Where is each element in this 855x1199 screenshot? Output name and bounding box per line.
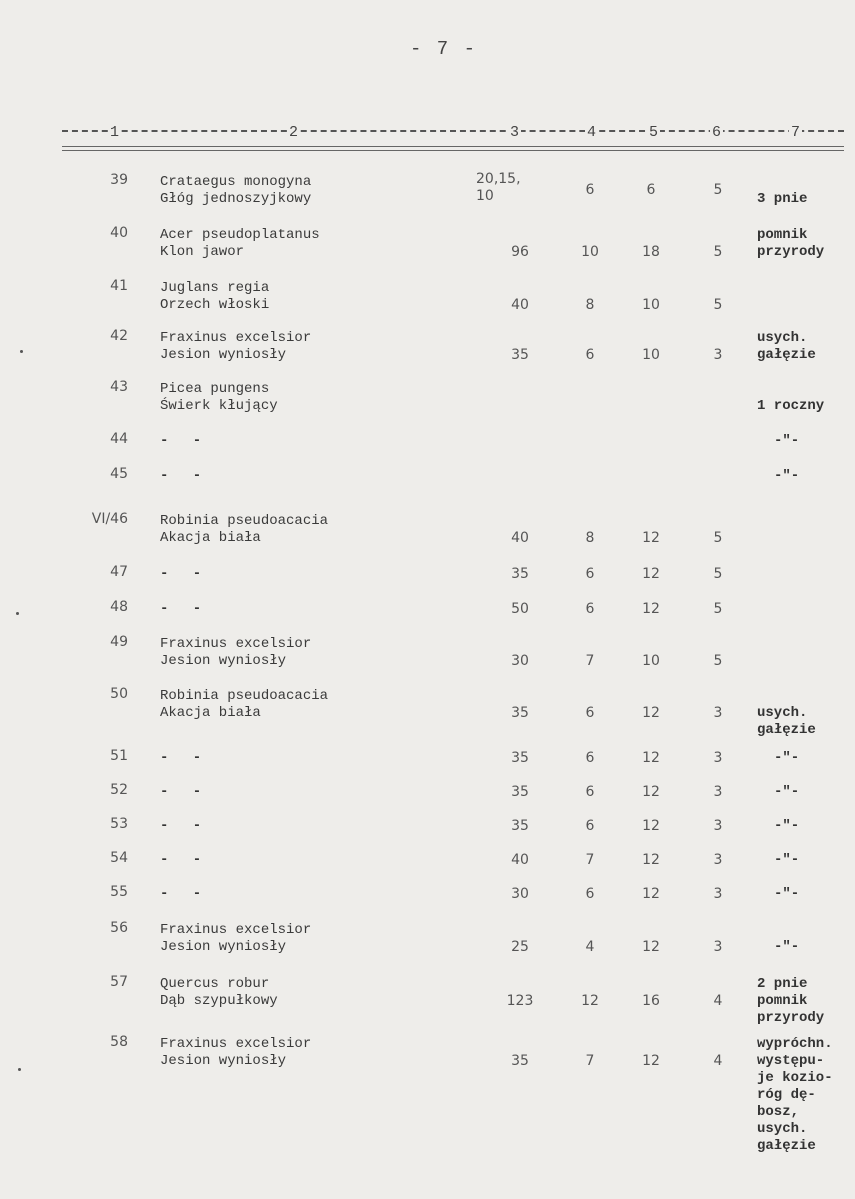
value-col-4: 6	[585, 886, 595, 902]
column-header-2: 2	[289, 124, 299, 141]
row-number: 55	[110, 884, 128, 900]
latin-name: Robinia pseudoacacia	[160, 688, 329, 704]
value-col-5: 12	[642, 750, 660, 766]
column-header-1: 1	[110, 124, 120, 141]
value-col-6: 5	[713, 566, 723, 582]
remark: -"-	[774, 852, 800, 868]
latin-name: Fraxinus excelsior	[160, 922, 312, 938]
margin-mark	[20, 350, 23, 353]
value-col-4: 6	[585, 818, 595, 834]
latin-name: Quercus robur	[160, 976, 270, 992]
value-col-3: 35	[511, 784, 529, 800]
common-name: - -	[160, 852, 210, 868]
value-col-3: 40	[511, 297, 529, 313]
value-col-6: 4	[713, 993, 723, 1009]
common-name: - -	[160, 750, 210, 766]
remark: -"-	[774, 784, 800, 800]
common-name: Jesion wyniosły	[160, 653, 287, 669]
value-col-3: 30	[511, 886, 529, 902]
value-col-4: 7	[585, 653, 595, 669]
row-number: 47	[110, 564, 128, 580]
common-name: - -	[160, 886, 210, 902]
value-col-4: 8	[585, 297, 595, 313]
row-number: 58	[110, 1034, 128, 1050]
common-name: Orzech włoski	[160, 297, 270, 313]
value-col-4: 7	[585, 1053, 595, 1069]
common-name: Klon jawor	[160, 244, 245, 260]
page-number: - 7 -	[410, 38, 478, 60]
row-number: VI/46	[91, 511, 128, 527]
value-col-5: 16	[642, 993, 660, 1009]
remark: -"-	[774, 939, 800, 955]
common-name: - -	[160, 468, 210, 484]
value-col-3: 35	[511, 818, 529, 834]
common-name: - -	[160, 818, 210, 834]
latin-name: Juglans regia	[160, 280, 270, 296]
value-col-5: 12	[642, 530, 660, 546]
column-header-4: 4	[587, 124, 597, 141]
value-col-5: 10	[642, 297, 660, 313]
value-col-3: 40	[511, 530, 529, 546]
column-header-6: 6	[712, 124, 722, 141]
remark: -"-	[774, 433, 800, 449]
row-number: 49	[110, 634, 128, 650]
value-col-5: 12	[642, 601, 660, 617]
row-number: 53	[110, 816, 128, 832]
value-col-4: 10	[581, 244, 599, 260]
value-col-4: 4	[585, 939, 595, 955]
latin-name: Fraxinus excelsior	[160, 636, 312, 652]
value-col-6: 3	[713, 852, 723, 868]
value-col-4: 6	[585, 750, 595, 766]
value-col-4: 7	[585, 852, 595, 868]
remark: usych. gałęzie	[757, 330, 816, 363]
header-double-rule	[62, 146, 844, 151]
value-col-5: 6	[646, 182, 656, 198]
row-number: 43	[110, 379, 128, 395]
value-col-4: 6	[585, 566, 595, 582]
value-col-5: 12	[642, 566, 660, 582]
value-col-5: 10	[642, 347, 660, 363]
row-number: 50	[110, 686, 128, 702]
latin-name: Fraxinus excelsior	[160, 330, 312, 346]
row-number: 40	[110, 225, 128, 241]
latin-name: Robinia pseudoacacia	[160, 513, 329, 529]
value-col-6: 3	[713, 939, 723, 955]
common-name: Jesion wyniosły	[160, 347, 287, 363]
column-header-3: 3	[510, 124, 520, 141]
row-number: 48	[110, 599, 128, 615]
value-col-6: 4	[713, 1053, 723, 1069]
header-dashed-rule	[62, 130, 844, 132]
row-number: 44	[110, 431, 128, 447]
value-col-4: 6	[585, 182, 595, 198]
remark: 1 roczny	[757, 398, 825, 414]
common-name: - -	[160, 601, 210, 617]
remark: wypróchn. występu- je kozio- róg dę- bosz, usych. gałęzie	[757, 1036, 833, 1154]
common-name: - -	[160, 566, 210, 582]
value-col-3: 35	[511, 566, 529, 582]
value-col-4: 6	[585, 784, 595, 800]
row-number: 56	[110, 920, 128, 936]
remark: -"-	[774, 750, 800, 766]
value-col-6: 3	[713, 784, 723, 800]
value-col-6: 3	[713, 818, 723, 834]
common-name: Głóg jednoszyjkowy	[160, 191, 312, 207]
value-col-6: 5	[713, 297, 723, 313]
common-name: - -	[160, 784, 210, 800]
value-col-5: 12	[642, 939, 660, 955]
value-col-6: 3	[713, 705, 723, 721]
remark: -"-	[774, 818, 800, 834]
value-col-3: 25	[511, 939, 529, 955]
row-number: 45	[110, 466, 128, 482]
remark: 3 pnie	[757, 191, 808, 207]
row-number: 42	[110, 328, 128, 344]
column-header-7: 7	[791, 124, 801, 141]
value-col-5: 12	[642, 886, 660, 902]
remark: usych. gałęzie	[757, 705, 816, 738]
value-col-3: 40	[511, 852, 529, 868]
remark: 2 pnie pomnik przyrody	[757, 976, 825, 1026]
value-col-4: 6	[585, 705, 595, 721]
value-col-6: 5	[713, 530, 723, 546]
common-name: Akacja biała	[160, 705, 261, 721]
value-col-4: 6	[585, 601, 595, 617]
value-col-4: 6	[585, 347, 595, 363]
common-name: - -	[160, 433, 210, 449]
row-number: 39	[110, 172, 128, 188]
row-number: 52	[110, 782, 128, 798]
margin-mark	[18, 1068, 21, 1071]
value-col-3: 50	[511, 601, 529, 617]
latin-name: Crataegus monogyna	[160, 174, 312, 190]
latin-name: Acer pseudoplatanus	[160, 227, 320, 243]
value-col-4: 8	[585, 530, 595, 546]
value-col-6: 5	[713, 601, 723, 617]
value-col-4: 12	[581, 993, 599, 1009]
row-number: 41	[110, 278, 128, 294]
value-col-3: 30	[511, 653, 529, 669]
value-col-3: 35	[511, 705, 529, 721]
value-col-5: 12	[642, 1053, 660, 1069]
value-col-5: 18	[642, 244, 660, 260]
value-col-3: 20,15, 10	[476, 171, 521, 204]
value-col-6: 5	[713, 653, 723, 669]
common-name: Dąb szypułkowy	[160, 993, 278, 1009]
value-col-3: 96	[511, 244, 529, 260]
row-number: 57	[110, 974, 128, 990]
value-col-6: 5	[713, 182, 723, 198]
value-col-5: 12	[642, 784, 660, 800]
value-col-6: 3	[713, 750, 723, 766]
value-col-5: 10	[642, 653, 660, 669]
value-col-6: 3	[713, 886, 723, 902]
value-col-5: 12	[642, 852, 660, 868]
value-col-3: 35	[511, 750, 529, 766]
common-name: Akacja biała	[160, 530, 261, 546]
row-number: 51	[110, 748, 128, 764]
common-name: Świerk kłujący	[160, 398, 278, 414]
remark: -"-	[774, 886, 800, 902]
row-number: 54	[110, 850, 128, 866]
margin-mark	[16, 612, 19, 615]
value-col-3: 123	[506, 993, 534, 1009]
common-name: Jesion wyniosły	[160, 1053, 287, 1069]
latin-name: Fraxinus excelsior	[160, 1036, 312, 1052]
value-col-5: 12	[642, 705, 660, 721]
value-col-6: 3	[713, 347, 723, 363]
value-col-6: 5	[713, 244, 723, 260]
column-header-5: 5	[649, 124, 659, 141]
remark: -"-	[774, 468, 800, 484]
remark: pomnik przyrody	[757, 227, 825, 260]
value-col-5: 12	[642, 818, 660, 834]
latin-name: Picea pungens	[160, 381, 270, 397]
value-col-3: 35	[511, 1053, 529, 1069]
value-col-3: 35	[511, 347, 529, 363]
common-name: Jesion wyniosły	[160, 939, 287, 955]
